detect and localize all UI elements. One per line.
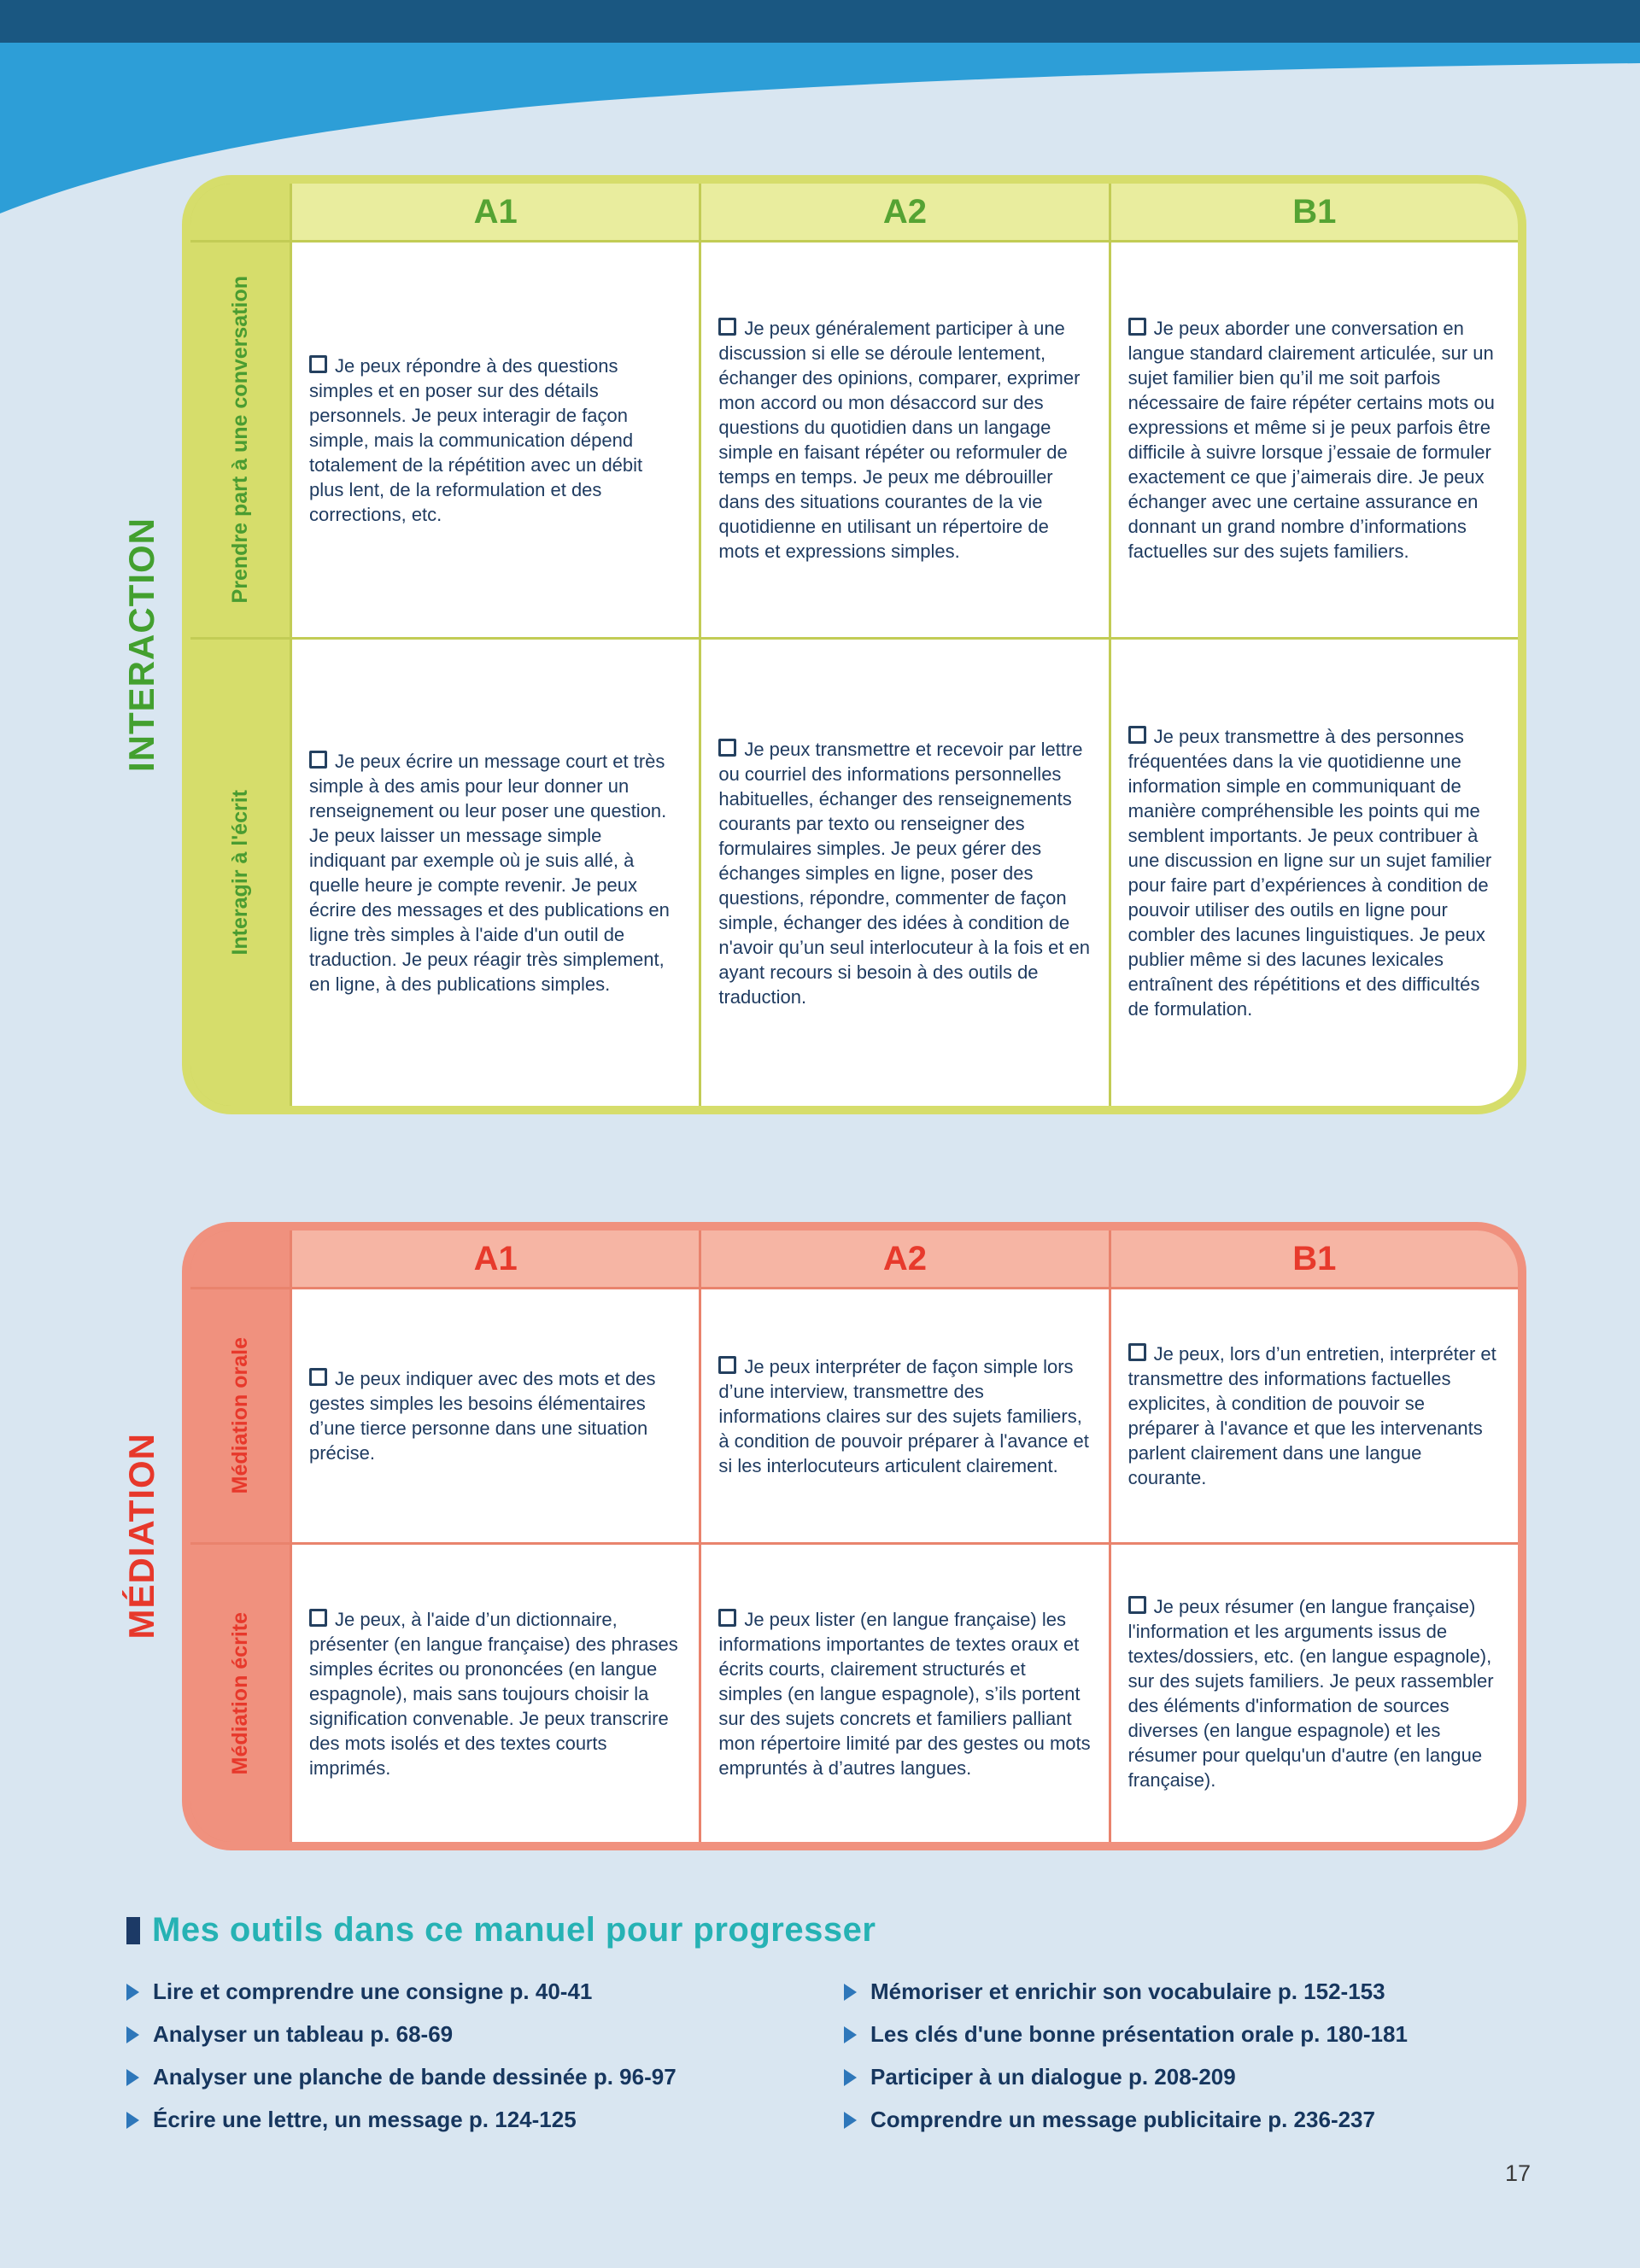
descriptor-text: Je peux indiquer avec des mots et des gestes simples les besoins élémentaires d’une tierce personne dans une situation précise. xyxy=(309,1368,656,1464)
cell-mediation-ecrite-b1 xyxy=(1111,1545,1518,1842)
mediation-corner xyxy=(190,1230,290,1287)
descriptor-text: Je peux, à l'aide d’un dictionnaire, présenter (en langue française) des phrases simples écrites ou prononcées (en langue espagnole), mais sans toujours choisir la signification convenable. Je peux transcrire des mots isolés et des textes courts imprimés. xyxy=(309,1608,678,1779)
cell-mediation-orale-a1 xyxy=(292,1289,699,1542)
descriptor-text: Je peux généralement participer à une discussion si elle se déroule lentement, échanger des opinions, comparer, exprimer mon accord ou mon désaccord sur des questions du quotidien dans un langage simple en faisant répéter ou reformuler de temps en temps. Je peux me débrouiller dans des situations courantes de la vie quotidienne en utilisant un répertoire de mots et expressions simples. xyxy=(718,318,1081,562)
tool-link-analyser-tableau[interactable]: Analyser un tableau p. 68-69 xyxy=(126,2021,844,2048)
interaction-corner xyxy=(190,184,290,240)
tool-link-memoriser-vocabulaire[interactable]: Mémoriser et enrichir son vocabulaire p. 152-153 xyxy=(844,1979,1408,2005)
checkbox-icon[interactable] xyxy=(718,1609,736,1627)
row-label-prendre-part-conversation: Prendre part à une conversation xyxy=(190,243,290,637)
cell-interaction-conversation-b1 xyxy=(1111,243,1518,637)
mediation-section xyxy=(121,1222,1526,1850)
interaction-title: INTERACTION xyxy=(121,517,161,772)
triangle-bullet-icon xyxy=(844,2026,857,2043)
descriptor-text: Je peux répondre à des questions simples et en poser sur des détails personnels. Je peux interagir de façon simple, mais la communication dépend totalement de la répétition avec un débit plus lent, de la reformulation et des corrections, etc. xyxy=(309,354,643,525)
checkbox-icon[interactable] xyxy=(718,739,736,757)
descriptor-text: Je peux résumer (en langue française) l'information et les arguments issus de textes/dossiers, etc. (en langue espagnole), sur des sujets familiers. Je peux rassembler des éléments d'information de sources diverses (en langue espagnole) et les résumer pour quelqu'un d'autre (en langue française). xyxy=(1128,1596,1494,1791)
cell-interaction-ecrit-b1 xyxy=(1111,640,1518,1106)
checkbox-icon[interactable] xyxy=(718,1356,736,1374)
interaction-level-header-b1: B1 xyxy=(1111,184,1518,240)
descriptor-text: Je peux interpréter de façon simple lors d’une interview, transmettre des informations claires sur des sujets familiers, à condition de pouvoir préparer à l'avance et si les interlocuteurs articulent clairement. xyxy=(718,1355,1089,1476)
triangle-bullet-icon xyxy=(126,2026,139,2043)
row-label-mediation-orale: Médiation orale xyxy=(190,1289,290,1542)
triangle-bullet-icon xyxy=(126,1984,139,2001)
triangle-bullet-icon xyxy=(126,2112,139,2129)
mediation-axis-label xyxy=(115,1222,168,1850)
tool-link-message-publicitaire[interactable]: Comprendre un message publicitaire p. 236-237 xyxy=(844,2107,1408,2133)
tool-link-analyser-bd[interactable]: Analyser une planche de bande dessinée p. 96-97 xyxy=(126,2064,844,2090)
descriptor-text: Je peux écrire un message court et très simple à des amis pour leur donner un renseignement ou leur poser une question. Je peux laisser un message simple indiquant par exemple où je suis allé, à quelle heure je compte revenir. Je peux écrire des messages et des publications en ligne très simples à l'aide d'un outil de traduction. Je peux réagir très simplement, en ligne, à des publications simples. xyxy=(309,751,670,995)
row-label-interagir-ecrit: Interagir à l'écrit xyxy=(190,640,290,1106)
checkbox-icon[interactable] xyxy=(309,1609,327,1627)
cell-interaction-conversation-a2 xyxy=(701,243,1108,637)
cell-interaction-ecrit-a1 xyxy=(292,640,699,1106)
cell-mediation-orale-a2 xyxy=(701,1289,1108,1542)
mediation-level-header-a2: A2 xyxy=(701,1230,1108,1287)
descriptor-text: Je peux lister (en langue française) les informations importantes de textes oraux et écrits courts, clairement structurés et simples (en langue espagnole), s’ils portent sur des sujets concrets et familiers palliant mon répertoire limité par des gestes ou mots empruntés à d’autres langues. xyxy=(718,1608,1091,1779)
checkbox-icon[interactable] xyxy=(1128,1343,1146,1361)
mediation-title: MÉDIATION xyxy=(121,1433,161,1640)
triangle-bullet-icon xyxy=(844,1984,857,2001)
tools-section xyxy=(126,1911,1561,2133)
descriptor-text: Je peux transmettre et recevoir par lettre ou courriel des informations personnelles habituelles, échanger des renseignements courants par texto ou renseigner des formulaires simples. Je peux gérer des échanges simples en ligne, poser des questions, répondre, commenter de façon simple, échanger des idées à condition de n'avoir qu’un seul interlocuteur à la fois et en ayant recours si besoin à des outils de traduction. xyxy=(718,738,1091,1008)
checkbox-icon[interactable] xyxy=(1128,318,1146,336)
descriptor-text: Je peux, lors d’un entretien, interpréter et transmettre des informations factuelles explicites, à condition de pouvoir se préparer à l'avance et que les intervenants parlent clairement dans une langue courante. xyxy=(1128,1343,1496,1488)
tool-link-presentation-orale[interactable]: Les clés d'une bonne présentation orale p. 180-181 xyxy=(844,2021,1408,2048)
triangle-bullet-icon xyxy=(844,2112,857,2129)
checkbox-icon[interactable] xyxy=(309,751,327,769)
interaction-panel xyxy=(182,175,1526,1114)
tool-link-ecrire-lettre[interactable]: Écrire une lettre, un message p. 124-125 xyxy=(126,2107,844,2133)
checkbox-icon[interactable] xyxy=(1128,1596,1146,1614)
checkbox-icon[interactable] xyxy=(309,355,327,373)
heading-bullet-icon xyxy=(126,1917,140,1944)
cell-interaction-ecrit-a2 xyxy=(701,640,1108,1106)
checkbox-icon[interactable] xyxy=(718,318,736,336)
cell-mediation-ecrite-a2 xyxy=(701,1545,1108,1842)
cell-interaction-conversation-a1 xyxy=(292,243,699,637)
triangle-bullet-icon xyxy=(126,2069,139,2086)
tool-link-participer-dialogue[interactable]: Participer à un dialogue p. 208-209 xyxy=(844,2064,1408,2090)
mediation-panel xyxy=(182,1222,1526,1850)
descriptor-text: Je peux aborder une conversation en langue standard clairement articulée, sur un sujet familier bien qu’il me soit parfois nécessaire de faire répéter certains mots ou expressions et même si je peux parfois être difficile à suivre lorsque j’essaie de formuler exactement ce que j’aimerais dire. Je peux échanger avec une certaine assurance en donnant un grand nombre d’informations factuelles sur des sujets familiers. xyxy=(1128,318,1495,562)
interaction-level-header-a1: A1 xyxy=(292,184,699,240)
cell-mediation-orale-b1 xyxy=(1111,1289,1518,1542)
page-number: 17 xyxy=(1504,2160,1531,2186)
triangle-bullet-icon xyxy=(844,2069,857,2086)
tool-link-lire-consigne[interactable]: Lire et comprendre une consigne p. 40-41 xyxy=(126,1979,844,2005)
mediation-level-header-a1: A1 xyxy=(292,1230,699,1287)
checkbox-icon[interactable] xyxy=(309,1368,327,1386)
interaction-axis-label xyxy=(115,175,168,1114)
mediation-level-header-b1: B1 xyxy=(1111,1230,1518,1287)
checkbox-icon[interactable] xyxy=(1128,726,1146,744)
row-label-mediation-ecrite: Médiation écrite xyxy=(190,1545,290,1842)
interaction-section xyxy=(121,175,1526,1114)
descriptor-text: Je peux transmettre à des personnes fréquentées dans la vie quotidienne une information simple en communiquant de manière compréhensible les points qui me semblent importants. Je peux contribuer à une discussion en ligne sur un sujet familier pour faire part d’expériences à condition de pouvoir utiliser des outils en ligne pour combler des lacunes linguistiques. Je peux publier même si des lacunes lexicales entraînent des répétitions et des difficultés de formulation. xyxy=(1128,726,1492,1020)
interaction-level-header-a2: A2 xyxy=(701,184,1108,240)
cell-mediation-ecrite-a1 xyxy=(292,1545,699,1842)
tools-heading: Mes outils dans ce manuel pour progresser xyxy=(152,1911,876,1949)
